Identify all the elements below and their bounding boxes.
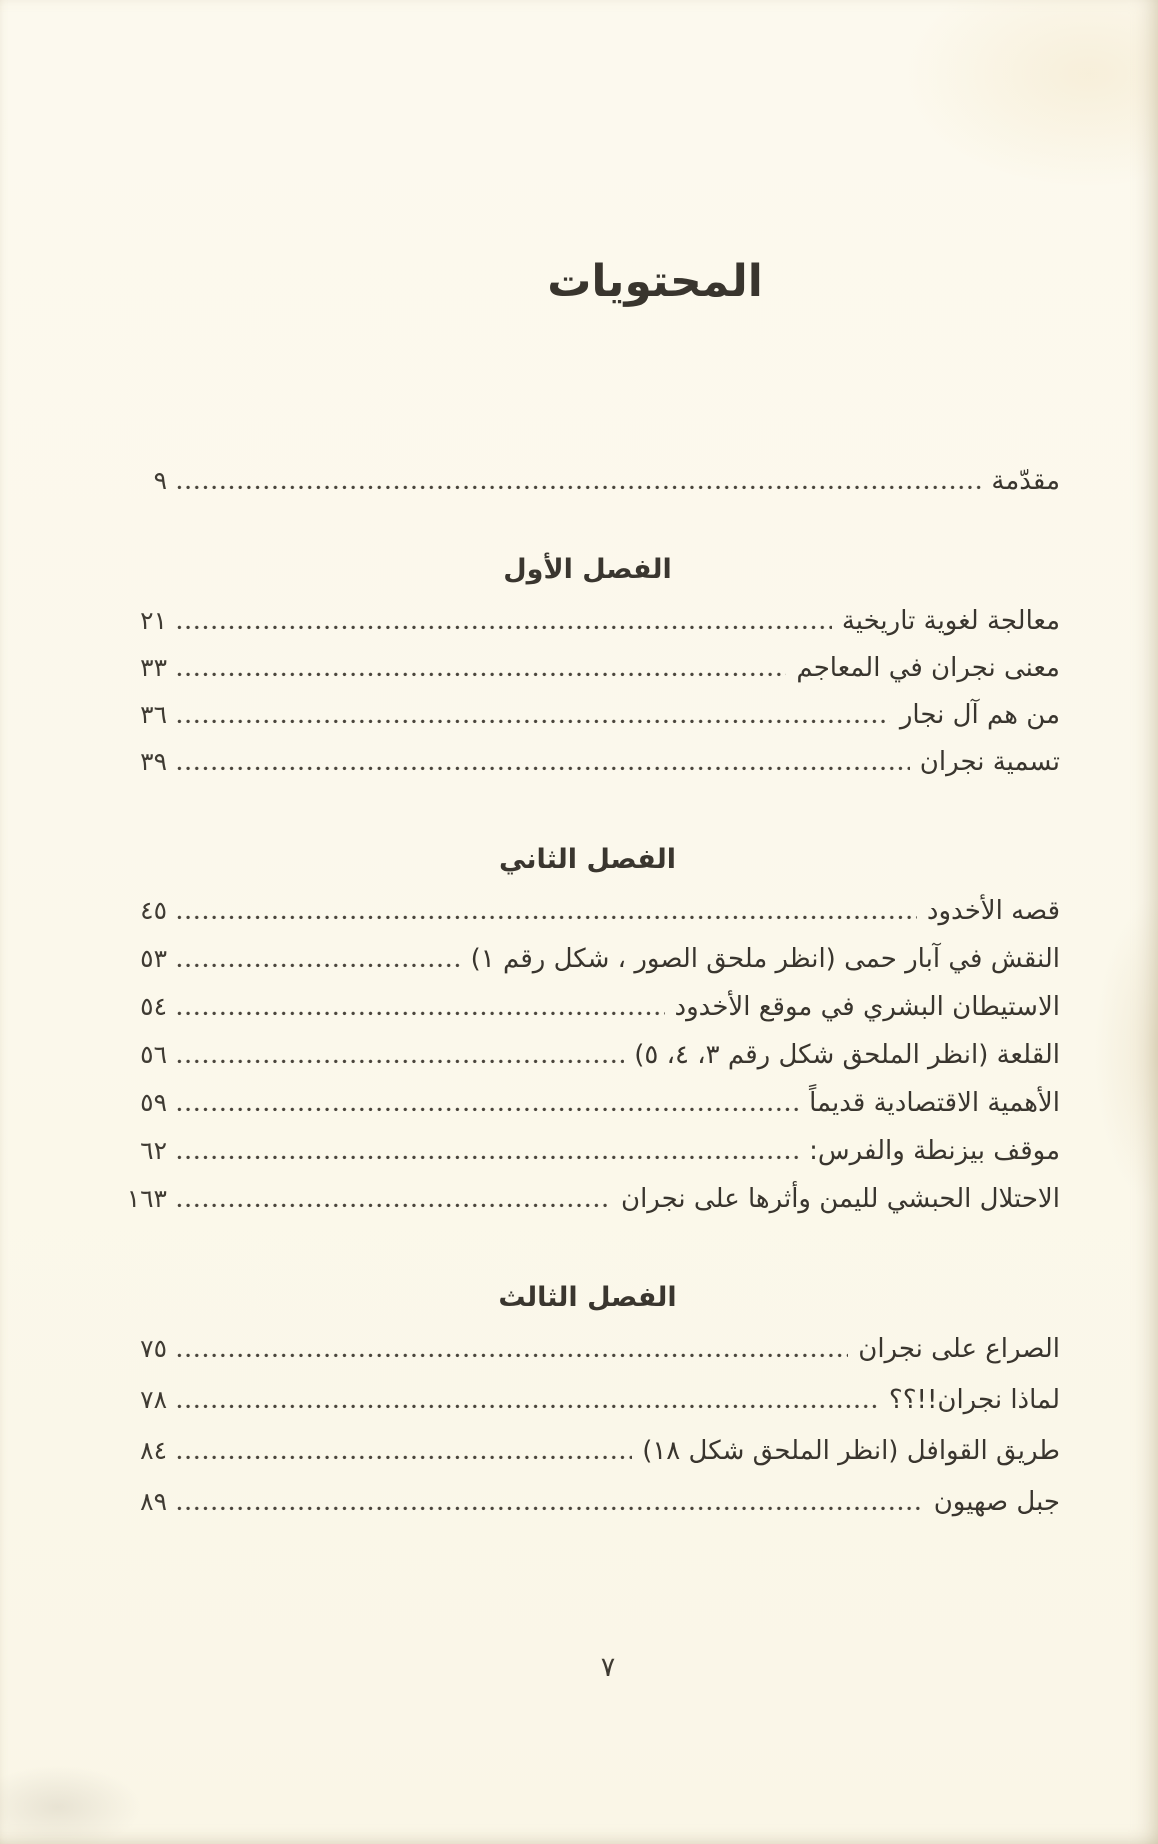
toc-entry-page-number: ٨٤ <box>140 1436 167 1465</box>
toc-entry-title: الصراع على نجران <box>858 1334 1060 1364</box>
dot-leader <box>177 1455 632 1460</box>
dot-leader <box>177 915 917 920</box>
dot-leader <box>177 766 910 771</box>
dot-leader <box>177 719 890 724</box>
toc-entry-page-number: ٦٢ <box>140 1136 167 1165</box>
toc-entry <box>115 653 1060 700</box>
toc-entry <box>115 1487 1060 1538</box>
chapter-heading: الفصل الأول <box>503 554 672 585</box>
dot-leader <box>177 1203 611 1208</box>
dot-leader <box>177 1155 799 1160</box>
toc-entry <box>115 466 1060 513</box>
toc-entry-title: جبل صهيون <box>933 1487 1060 1517</box>
chapter-entries <box>115 1334 1060 1538</box>
toc-entry-title: الاحتلال الحبشي لليمن وأثرها على نجران <box>620 1184 1060 1214</box>
toc-entry-title: قصه الأخدود <box>926 896 1060 926</box>
page-title: المحتويات <box>547 256 763 307</box>
toc-entry-title: مقدّمة <box>991 466 1060 496</box>
toc-entry-page-number: ٩ <box>153 466 167 495</box>
toc-entry <box>115 992 1060 1040</box>
toc-entry-page-number: ٧٥ <box>140 1334 167 1363</box>
toc-entry-title: القلعة (انظر الملحق شكل رقم ٣، ٤، ٥) <box>634 1040 1060 1070</box>
toc-entry <box>115 1334 1060 1385</box>
toc-entry-page-number: ٥٣ <box>140 944 167 973</box>
footer-page-number: ٧ <box>600 1652 616 1683</box>
dot-leader <box>177 625 832 630</box>
toc-entry <box>115 1436 1060 1487</box>
toc-entry-page-number: ٥٩ <box>140 1088 167 1117</box>
toc-chapter <box>115 550 1060 794</box>
toc-entry <box>115 1385 1060 1436</box>
toc-entry-title: الأهمية الاقتصادية قديماً <box>809 1088 1060 1118</box>
chapter-heading: الفصل الثالث <box>498 1282 677 1313</box>
toc-entry-title: موقف بيزنطة والفرس: <box>809 1136 1060 1166</box>
toc-entry-page-number: ٣٣ <box>140 653 167 682</box>
toc-chapter <box>115 1278 1060 1538</box>
toc-entry-title: طريق القوافل (انظر الملحق شكل ١٨) <box>642 1436 1060 1466</box>
dot-leader <box>177 963 461 968</box>
dot-leader <box>177 1011 665 1016</box>
toc-entry <box>115 896 1060 944</box>
toc-entry <box>115 1136 1060 1184</box>
toc-entry-title: معالجة لغوية تاريخية <box>841 606 1060 636</box>
toc-entry-title: من هم آل نجار <box>899 700 1060 730</box>
toc-entry-title: الاستيطان البشري في موقع الأخدود <box>674 992 1060 1022</box>
table-of-contents <box>115 550 1060 1538</box>
dot-leader <box>177 1404 879 1409</box>
toc-entry <box>115 1088 1060 1136</box>
toc-entry <box>115 1040 1060 1088</box>
toc-chapter <box>115 840 1060 1232</box>
toc-entry-page-number: ٢١ <box>140 606 167 635</box>
chapter-entries <box>115 896 1060 1232</box>
chapter-heading: الفصل الثاني <box>499 844 676 875</box>
toc-entry-page-number: ٨٩ <box>140 1487 167 1516</box>
toc-entry <box>115 1184 1060 1232</box>
dot-leader <box>177 1059 624 1064</box>
dot-leader <box>177 1353 848 1358</box>
dot-leader <box>177 1506 924 1511</box>
toc-entry-title: تسمية نجران <box>919 747 1060 777</box>
toc-entry-title: معنى نجران في المعاجم <box>796 653 1060 683</box>
toc-entry <box>115 606 1060 653</box>
toc-entry-page-number: ٣٦ <box>140 700 167 729</box>
toc-entry-title: النقش في آبار حمى (انظر ملحق الصور ، شكل رقم ١) <box>470 944 1060 974</box>
toc-entry-page-number: ٧٨ <box>140 1385 167 1414</box>
toc-entry-page-number: ٣٩ <box>140 747 167 776</box>
toc-entry-title: لماذا نجران!!؟؟ <box>888 1385 1060 1415</box>
toc-entry-page-number: ٥٦ <box>140 1040 167 1069</box>
toc-entry-page-number: ١٦٣ <box>126 1184 167 1213</box>
toc-entry <box>115 944 1060 992</box>
toc-entry-page-number: ٥٤ <box>140 992 167 1021</box>
chapter-entries <box>115 606 1060 794</box>
dot-leader <box>177 672 786 677</box>
dot-leader <box>177 1107 799 1112</box>
dot-leader <box>177 485 981 490</box>
toc-entry <box>115 700 1060 747</box>
toc-entry <box>115 747 1060 794</box>
toc-front-matter <box>115 466 1060 513</box>
toc-entry-page-number: ٤٥ <box>140 896 167 925</box>
